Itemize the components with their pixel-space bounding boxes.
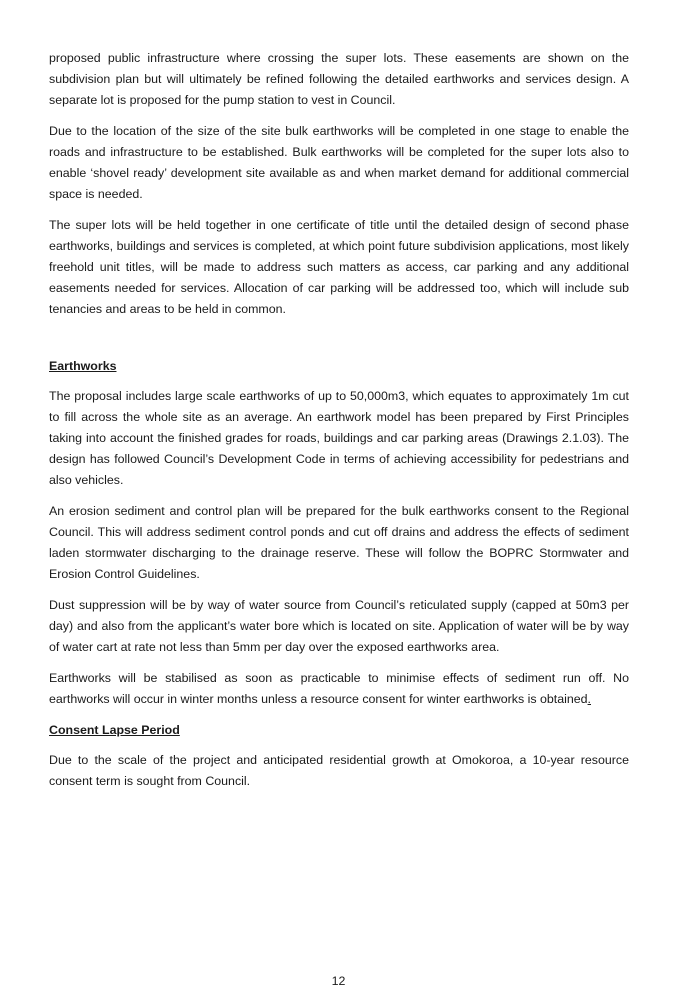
body-paragraph: The proposal includes large scale earthworks of up to 50,000m3, which equates to approximately 1m cut to fill across the whole site as an average. An earthwork model has been prepared by First Principles taking into account the finished grades for roads, buildings and car parking areas (Drawings 2.1.03). The design has followed Council’s Development Code in terms of achieving accessibility for pedestrians and also vehicles. [49, 389, 629, 487]
consent-lapse-heading: Consent Lapse Period [49, 723, 180, 737]
document-page [49, 48, 629, 802]
body-paragraph: The super lots will be held together in one certificate of title until the detailed design of second phase earthworks, buildings and services is completed, at which point future subdivision applications, most likely freehold unit titles, will be made to address such matters as access, car parking and any additional easements needed for services. Allocation of car parking will be addressed too, which will include sub tenancies and areas to be held in common. [49, 218, 629, 316]
paragraph-text: Earthworks will be stabilised as soon as practicable to minimise effects of sediment run off. No earthworks will occur in winter months unless a resource consent for winter earthworks is obtained [49, 671, 629, 706]
body-paragraph [49, 668, 629, 710]
body-paragraph: An erosion sediment and control plan will be prepared for the bulk earthworks consent to the Regional Council. This will address sediment control ponds and cut off drains and address the effects of sediment laden stormwater discharging to the drainage reserve. These will follow the BOPRC Stormwater and Erosion Control Guidelines. [49, 504, 629, 581]
body-paragraph: proposed public infrastructure where crossing the super lots. These easements are shown on the subdivision plan but will ultimately be refined following the detailed earthworks and services design. A separate lot is proposed for the pump station to vest in Council. [49, 51, 629, 107]
body-paragraph: Due to the location of the size of the site bulk earthworks will be completed in one stage to enable the roads and infrastructure to be established. Bulk earthworks will be completed for the super lots also to enable ‘shovel ready’ development site available as and when market demand for additional commercial space is needed. [49, 124, 629, 201]
body-paragraph: Due to the scale of the project and anticipated residential growth at Omokoroa, a 10-year resource consent term is sought from Council. [49, 753, 629, 788]
section-spacer [49, 330, 629, 356]
paragraph-end-mark: . [587, 692, 591, 706]
page-number: 12 [331, 974, 346, 988]
body-paragraph: Dust suppression will be by way of water source from Council’s reticulated supply (capped at 50m3 per day) and also from the applicant’s water bore which is located on site. Application of water will be by way of water cart at rate not less than 5mm per day over the exposed earthworks area. [49, 598, 629, 654]
earthworks-heading: Earthworks [49, 359, 117, 373]
